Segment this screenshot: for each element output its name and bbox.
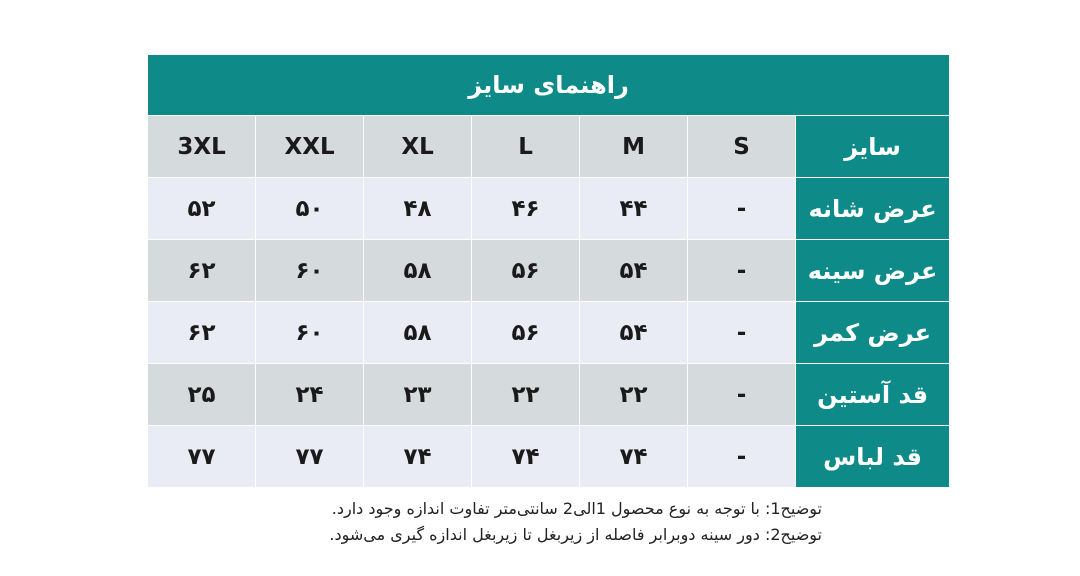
note-2: توضیح2: دور سینه دوبرابر فاصله از زیربغل تا زیربغل اندازه گیری می‌شود. (329, 525, 822, 544)
table-cell: ۵۶ (472, 302, 580, 364)
table-cell: - (688, 240, 796, 302)
table-cell: ۴۴ (580, 178, 688, 240)
row-label: عرض سینه (796, 240, 950, 302)
table-cell: ۵۶ (472, 240, 580, 302)
table-cell: - (688, 302, 796, 364)
table-cell: - (688, 178, 796, 240)
table-row-sleeve (148, 364, 950, 426)
table-cell: ۴۶ (472, 178, 580, 240)
table-cell: - (688, 364, 796, 426)
row-label: قد آستین (796, 364, 950, 426)
table-cell: ۲۲ (472, 364, 580, 426)
table-cell: ۶۰ (256, 240, 364, 302)
note-1: توضیح1: با توجه به نوع محصول 1الی2 سانتی‌متر تفاوت اندازه وجود دارد. (331, 499, 822, 518)
table-cell: ۲۴ (256, 364, 364, 426)
header-label: سایز (796, 116, 950, 178)
table-cell: ۲۵ (148, 364, 256, 426)
size-s: S (688, 116, 796, 178)
table-cell: ۵۸ (364, 240, 472, 302)
table-cell: ۶۲ (148, 302, 256, 364)
table-cell: ۷۴ (364, 426, 472, 488)
table-cell: ۵۰ (256, 178, 364, 240)
size-xl: XL (364, 116, 472, 178)
notes (182, 496, 822, 548)
row-label: عرض کمر (796, 302, 950, 364)
size-m: M (580, 116, 688, 178)
size-3xl: 3XL (148, 116, 256, 178)
table-cell: ۵۴ (580, 240, 688, 302)
table-cell: ۷۷ (256, 426, 364, 488)
table-cell: ۷۷ (148, 426, 256, 488)
table-cell: ۵۲ (148, 178, 256, 240)
table-row-chest (148, 240, 950, 302)
table-cell: ۲۳ (364, 364, 472, 426)
table-cell: ۵۸ (364, 302, 472, 364)
table-cell: ۴۸ (364, 178, 472, 240)
table-cell: - (688, 426, 796, 488)
row-label: عرض شانه (796, 178, 950, 240)
table-cell: ۷۴ (472, 426, 580, 488)
table-cell: ۷۴ (580, 426, 688, 488)
size-l: L (472, 116, 580, 178)
table-title: راهنمای سایز (148, 55, 950, 116)
row-label: قد لباس (796, 426, 950, 488)
table-cell: ۶۰ (256, 302, 364, 364)
table-row-waist (148, 302, 950, 364)
table-row-shoulder (148, 178, 950, 240)
size-xxl: XXL (256, 116, 364, 178)
table-cell: ۶۲ (148, 240, 256, 302)
size-guide-table (147, 54, 950, 488)
table-cell: ۵۴ (580, 302, 688, 364)
table-cell: ۲۲ (580, 364, 688, 426)
table-row-length (148, 426, 950, 488)
